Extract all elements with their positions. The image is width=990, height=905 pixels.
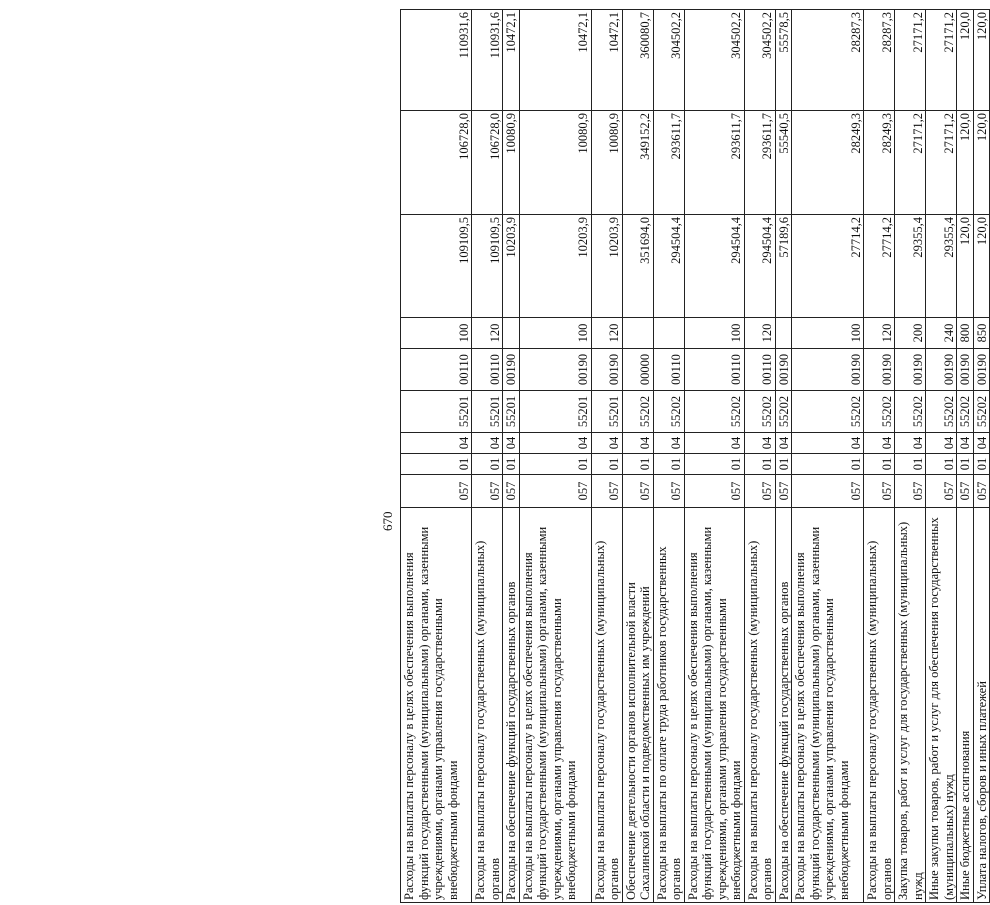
- subsection-code: 04: [957, 433, 974, 454]
- row-name: Расходы на выплаты персоналу в целях обеспечения выполнения функций государственными (муниципальными) органами, казенными учреждениями, органами управления государственными внебюджетными фондами: [792, 508, 864, 903]
- table-row: [792, 10, 864, 903]
- row-name: Расходы на выплаты персоналу государственных (муниципальных) органов: [864, 508, 895, 903]
- amount-year-1: 351694,0: [622, 215, 653, 318]
- amount-year-1: 10203,9: [503, 215, 520, 318]
- program-code: 55201: [519, 391, 591, 433]
- amount-year-1: 10203,9: [591, 215, 622, 318]
- budget-table: [400, 9, 990, 903]
- admin-code: 057: [864, 475, 895, 508]
- table-row: [775, 10, 792, 903]
- expense-type-code: 120: [744, 318, 775, 349]
- amount-year-3: 27171,2: [895, 10, 926, 111]
- section-code: 01: [519, 454, 591, 475]
- expense-type-code: 120: [864, 318, 895, 349]
- amount-year-3: 27171,2: [926, 10, 957, 111]
- row-name: Расходы на обеспечение функций государственных органов: [503, 508, 520, 903]
- subsection-code: 04: [503, 433, 520, 454]
- amount-year-1: 294504,4: [653, 215, 684, 318]
- expense-type-code: 100: [401, 318, 472, 349]
- direction-code: 00190: [895, 349, 926, 391]
- subsection-code: 04: [684, 433, 744, 454]
- admin-code: 057: [895, 475, 926, 508]
- table-row: [653, 10, 684, 903]
- section-code: 01: [472, 454, 503, 475]
- direction-code: 00110: [401, 349, 472, 391]
- program-code: 55202: [957, 391, 974, 433]
- subsection-code: 04: [895, 433, 926, 454]
- admin-code: 057: [653, 475, 684, 508]
- row-name: Расходы на выплаты персоналу в целях обеспечения выполнения функций государственными (муниципальными) органами, казенными учреждениями, органами управления государственными внебюджетными фондами: [519, 508, 591, 903]
- admin-code: 057: [744, 475, 775, 508]
- row-name: Закупка товаров, работ и услуг для государственных (муниципальных) нужд: [895, 508, 926, 903]
- amount-year-1: 120,0: [957, 215, 974, 318]
- expense-type-code: 120: [591, 318, 622, 349]
- program-code: 55201: [591, 391, 622, 433]
- admin-code: 057: [926, 475, 957, 508]
- direction-code: 00190: [864, 349, 895, 391]
- section-code: 01: [653, 454, 684, 475]
- amount-year-2: 28249,3: [792, 111, 864, 215]
- admin-code: 057: [792, 475, 864, 508]
- amount-year-3: 28287,3: [864, 10, 895, 111]
- table-row: [895, 10, 926, 903]
- expense-type-code: 850: [973, 318, 990, 349]
- direction-code: 00190: [957, 349, 974, 391]
- row-name: Расходы на выплаты по оплате труда работников государственных органов: [653, 508, 684, 903]
- expense-type-code: [622, 318, 653, 349]
- direction-code: 00190: [591, 349, 622, 391]
- expense-type-code: [653, 318, 684, 349]
- amount-year-3: 304502,2: [653, 10, 684, 111]
- row-name: Уплата налогов, сборов и иных платежей: [973, 508, 990, 903]
- direction-code: 00110: [744, 349, 775, 391]
- row-name: Расходы на выплаты персоналу государственных (муниципальных) органов: [472, 508, 503, 903]
- amount-year-1: 27714,2: [864, 215, 895, 318]
- table-row: [622, 10, 653, 903]
- amount-year-3: 10472,1: [591, 10, 622, 111]
- section-code: 01: [973, 454, 990, 475]
- subsection-code: 04: [792, 433, 864, 454]
- subsection-code: 04: [864, 433, 895, 454]
- program-code: 55202: [775, 391, 792, 433]
- amount-year-3: 360080,7: [622, 10, 653, 111]
- row-name: Расходы на выплаты персоналу государственных (муниципальных) органов: [591, 508, 622, 903]
- section-code: 01: [957, 454, 974, 475]
- amount-year-1: 29355,4: [895, 215, 926, 318]
- page-number: 670: [380, 511, 395, 531]
- direction-code: 00110: [653, 349, 684, 391]
- amount-year-3: 304502,2: [744, 10, 775, 111]
- table-row: [519, 10, 591, 903]
- amount-year-3: 10472,1: [519, 10, 591, 111]
- amount-year-3: 304502,2: [684, 10, 744, 111]
- admin-code: 057: [775, 475, 792, 508]
- amount-year-2: 293611,7: [653, 111, 684, 215]
- direction-code: 00000: [622, 349, 653, 391]
- section-code: 01: [744, 454, 775, 475]
- table-row: [472, 10, 503, 903]
- amount-year-2: 120,0: [973, 111, 990, 215]
- amount-year-1: 294504,4: [684, 215, 744, 318]
- table-row: [591, 10, 622, 903]
- row-name: Обеспечение деятельности органов исполнительной власти Сахалинской области и подведомственных им учреждений: [622, 508, 653, 903]
- program-code: 55202: [792, 391, 864, 433]
- section-code: 01: [895, 454, 926, 475]
- section-code: 01: [792, 454, 864, 475]
- program-code: 55202: [744, 391, 775, 433]
- amount-year-1: 27714,2: [792, 215, 864, 318]
- direction-code: 00110: [684, 349, 744, 391]
- amount-year-2: 120,0: [957, 111, 974, 215]
- expense-type-code: [775, 318, 792, 349]
- row-name: Расходы на выплаты персоналу в целях обеспечения выполнения функций государственными (муниципальными) органами, казенными учреждениями, органами управления государственными внебюджетными фондами: [401, 508, 472, 903]
- direction-code: 00190: [519, 349, 591, 391]
- table-row: [926, 10, 957, 903]
- amount-year-3: 110931,6: [472, 10, 503, 111]
- subsection-code: 04: [973, 433, 990, 454]
- amount-year-2: 106728,0: [472, 111, 503, 215]
- amount-year-2: 28249,3: [864, 111, 895, 215]
- subsection-code: 04: [401, 433, 472, 454]
- program-code: 55202: [653, 391, 684, 433]
- amount-year-3: 120,0: [973, 10, 990, 111]
- direction-code: 00190: [775, 349, 792, 391]
- admin-code: 057: [472, 475, 503, 508]
- table-row: [503, 10, 520, 903]
- program-code: 55202: [864, 391, 895, 433]
- subsection-code: 04: [591, 433, 622, 454]
- row-name: Иные закупки товаров, работ и услуг для обеспечения государственных (муниципальных) нужд: [926, 508, 957, 903]
- row-name: Иные бюджетные ассигнования: [957, 508, 974, 903]
- amount-year-2: 27171,2: [895, 111, 926, 215]
- admin-code: 057: [957, 475, 974, 508]
- amount-year-3: 28287,3: [792, 10, 864, 111]
- table-row: [684, 10, 744, 903]
- subsection-code: 04: [622, 433, 653, 454]
- amount-year-2: 293611,7: [744, 111, 775, 215]
- section-code: 01: [591, 454, 622, 475]
- amount-year-1: 29355,4: [926, 215, 957, 318]
- subsection-code: 04: [926, 433, 957, 454]
- section-code: 01: [864, 454, 895, 475]
- program-code: 55201: [472, 391, 503, 433]
- section-code: 01: [775, 454, 792, 475]
- amount-year-1: 294504,4: [744, 215, 775, 318]
- row-name: Расходы на обеспечение функций государственных органов: [775, 508, 792, 903]
- program-code: 55202: [622, 391, 653, 433]
- program-code: 55202: [926, 391, 957, 433]
- expense-type-code: 800: [957, 318, 974, 349]
- program-code: 55201: [401, 391, 472, 433]
- admin-code: 057: [973, 475, 990, 508]
- expense-type-code: 100: [684, 318, 744, 349]
- admin-code: 057: [622, 475, 653, 508]
- section-code: 01: [622, 454, 653, 475]
- expense-type-code: 240: [926, 318, 957, 349]
- section-code: 01: [401, 454, 472, 475]
- amount-year-1: 10203,9: [519, 215, 591, 318]
- amount-year-2: 106728,0: [401, 111, 472, 215]
- amount-year-1: 120,0: [973, 215, 990, 318]
- subsection-code: 04: [519, 433, 591, 454]
- row-name: Расходы на выплаты персоналу государственных (муниципальных) органов: [744, 508, 775, 903]
- expense-type-code: 200: [895, 318, 926, 349]
- program-code: 55202: [973, 391, 990, 433]
- program-code: 55201: [503, 391, 520, 433]
- direction-code: 00110: [472, 349, 503, 391]
- amount-year-3: 110931,6: [401, 10, 472, 111]
- amount-year-1: 109109,5: [401, 215, 472, 318]
- amount-year-2: 293611,7: [684, 111, 744, 215]
- table-row: [973, 10, 990, 903]
- table-row: [401, 10, 472, 903]
- subsection-code: 04: [744, 433, 775, 454]
- direction-code: 00190: [792, 349, 864, 391]
- amount-year-2: 349152,2: [622, 111, 653, 215]
- amount-year-2: 10080,9: [519, 111, 591, 215]
- direction-code: 00190: [926, 349, 957, 391]
- amount-year-2: 27171,2: [926, 111, 957, 215]
- admin-code: 057: [591, 475, 622, 508]
- amount-year-2: 10080,9: [591, 111, 622, 215]
- amount-year-2: 55540,5: [775, 111, 792, 215]
- expense-type-code: 100: [519, 318, 591, 349]
- amount-year-3: 120,0: [957, 10, 974, 111]
- expense-type-code: [503, 318, 520, 349]
- amount-year-1: 57189,6: [775, 215, 792, 318]
- section-code: 01: [503, 454, 520, 475]
- amount-year-1: 109109,5: [472, 215, 503, 318]
- admin-code: 057: [684, 475, 744, 508]
- table-row: [744, 10, 775, 903]
- expense-type-code: 100: [792, 318, 864, 349]
- direction-code: 00190: [503, 349, 520, 391]
- amount-year-3: 55578,5: [775, 10, 792, 111]
- subsection-code: 04: [653, 433, 684, 454]
- subsection-code: 04: [775, 433, 792, 454]
- program-code: 55202: [684, 391, 744, 433]
- admin-code: 057: [401, 475, 472, 508]
- amount-year-2: 10080,9: [503, 111, 520, 215]
- table-row: [864, 10, 895, 903]
- subsection-code: 04: [472, 433, 503, 454]
- admin-code: 057: [503, 475, 520, 508]
- section-code: 01: [926, 454, 957, 475]
- row-name: Расходы на выплаты персоналу в целях обеспечения выполнения функций государственными (муниципальными) органами, казенными учреждениями, органами управления государственными внебюджетными фондами: [684, 508, 744, 903]
- admin-code: 057: [519, 475, 591, 508]
- direction-code: 00190: [973, 349, 990, 391]
- table-row: [957, 10, 974, 903]
- section-code: 01: [684, 454, 744, 475]
- program-code: 55202: [895, 391, 926, 433]
- amount-year-3: 10472,1: [503, 10, 520, 111]
- expense-type-code: 120: [472, 318, 503, 349]
